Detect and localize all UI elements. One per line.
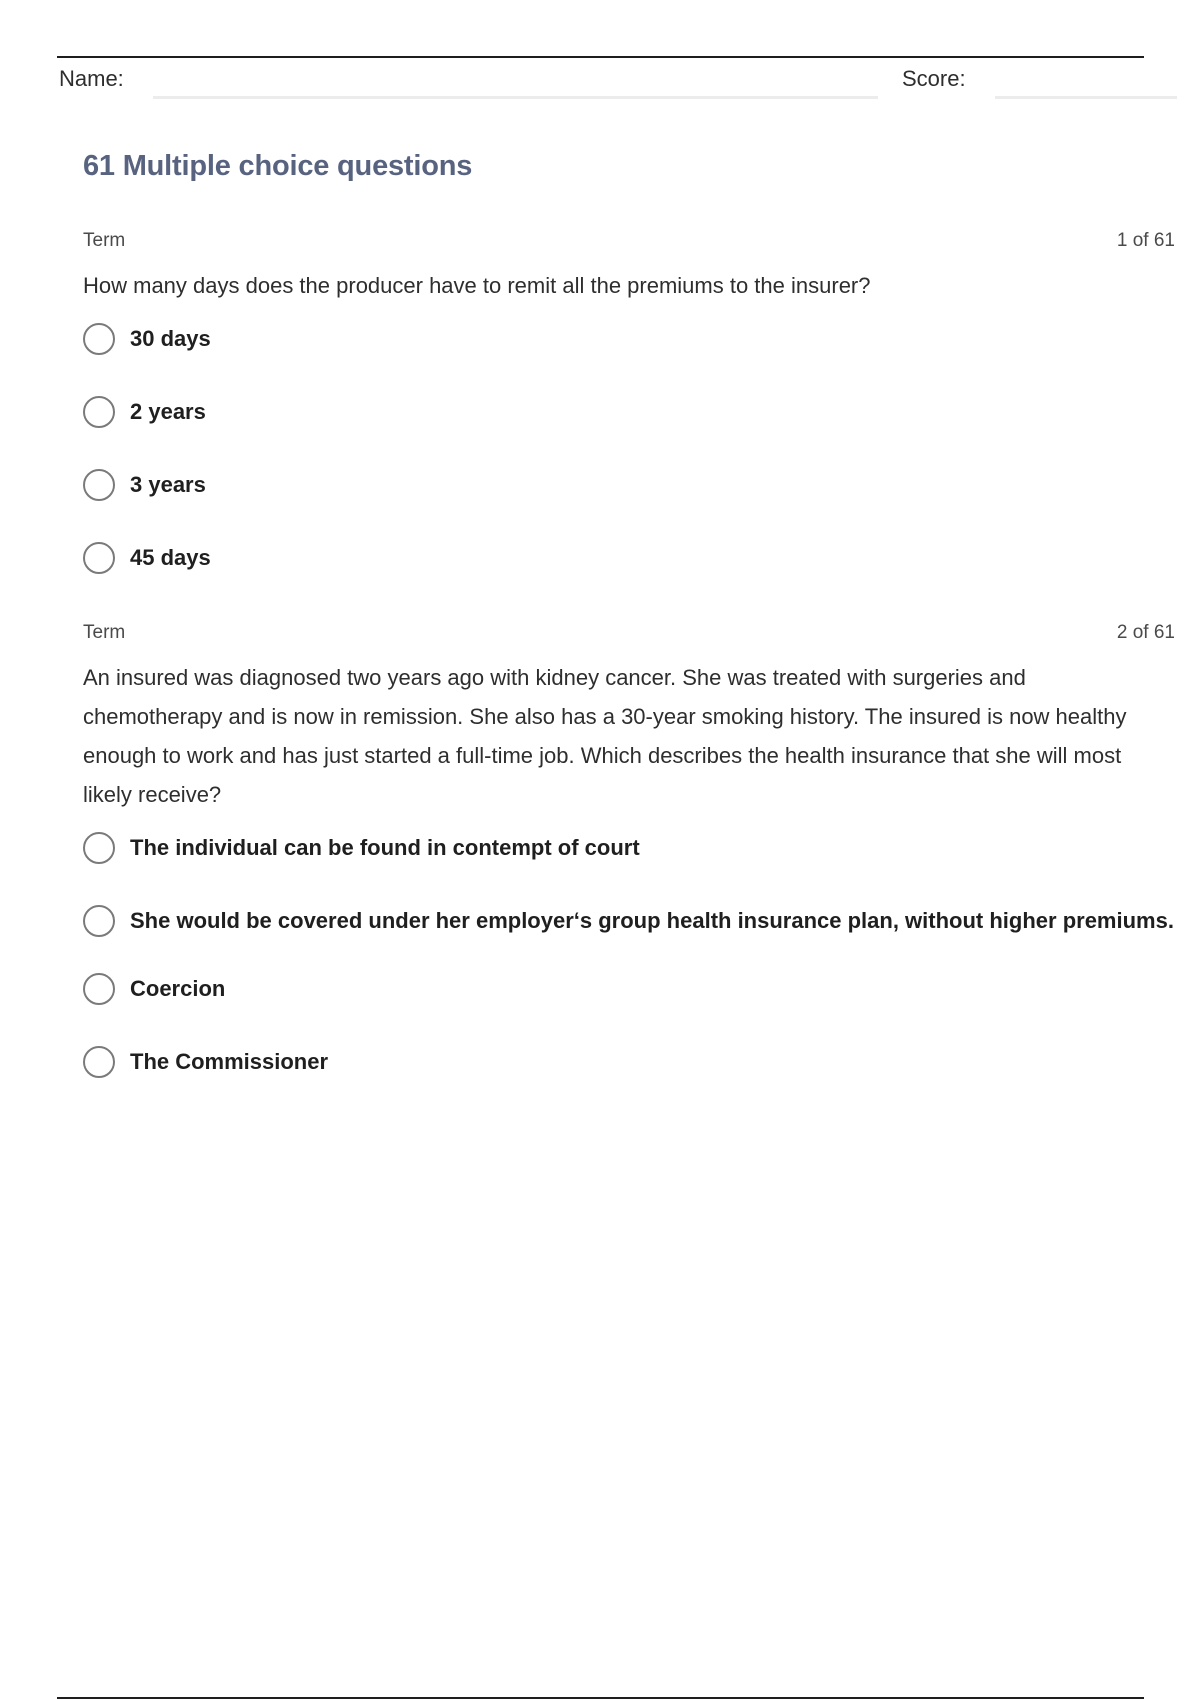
name-label: Name:	[59, 66, 124, 91]
page-title: 61 Multiple choice questions	[83, 150, 473, 182]
answer-option-label: She would be covered under her employer‘s group health insurance plan, without higher premiums.	[130, 908, 1174, 933]
question-counter: 1 of 61	[1116, 230, 1175, 251]
answer-option-label: The Commissioner	[130, 1049, 329, 1074]
question-meta	[83, 226, 1175, 256]
question-meta	[83, 618, 1175, 648]
answer-option[interactable]	[83, 969, 1175, 1009]
name-field[interactable]	[153, 96, 878, 99]
radio-button[interactable]	[83, 832, 115, 864]
answer-option-label: 30 days	[130, 326, 211, 351]
score-field[interactable]	[995, 96, 1177, 99]
answer-option[interactable]	[83, 465, 1175, 505]
radio-button[interactable]	[83, 323, 115, 355]
radio-button[interactable]	[83, 396, 115, 428]
top-divider	[57, 56, 1144, 58]
question-type-label: Term	[83, 230, 126, 251]
question-text: An insured was diagnosed two years ago with kidney cancer. She was treated with surgeries and chemotherapy and is now in remission. She also has a 30-year smoking history. The insured is now healthy enough to work and has just started a full-time job. Which describes the health insurance that she will most likely receive?	[83, 665, 1127, 807]
answer-option-label: Coercion	[130, 976, 226, 1001]
bottom-divider	[57, 1697, 1144, 1699]
answer-option[interactable]	[83, 901, 1175, 941]
question-counter: 2 of 61	[1116, 622, 1175, 643]
radio-button[interactable]	[83, 973, 115, 1005]
answer-options	[83, 319, 1175, 578]
question-text: How many days does the producer have to remit all the premiums to the insurer?	[83, 273, 871, 298]
answer-option[interactable]	[83, 1042, 1175, 1082]
radio-button[interactable]	[83, 905, 115, 937]
answer-option[interactable]	[83, 828, 1175, 868]
question-2	[83, 618, 1175, 1115]
answer-option[interactable]	[83, 392, 1175, 432]
answer-option-label: 2 years	[130, 399, 206, 424]
radio-button[interactable]	[83, 469, 115, 501]
question-type-label: Term	[83, 622, 126, 643]
radio-button[interactable]	[83, 542, 115, 574]
answer-options	[83, 828, 1175, 1082]
answer-option[interactable]	[83, 319, 1175, 359]
radio-button[interactable]	[83, 1046, 115, 1078]
question-1	[83, 226, 1175, 611]
answer-option-label: 45 days	[130, 545, 211, 570]
answer-option-label: The individual can be found in contempt of court	[130, 835, 640, 860]
answer-option[interactable]	[83, 538, 1175, 578]
answer-option-label: 3 years	[130, 472, 206, 497]
score-label: Score:	[902, 66, 966, 91]
worksheet-header	[59, 64, 1179, 104]
